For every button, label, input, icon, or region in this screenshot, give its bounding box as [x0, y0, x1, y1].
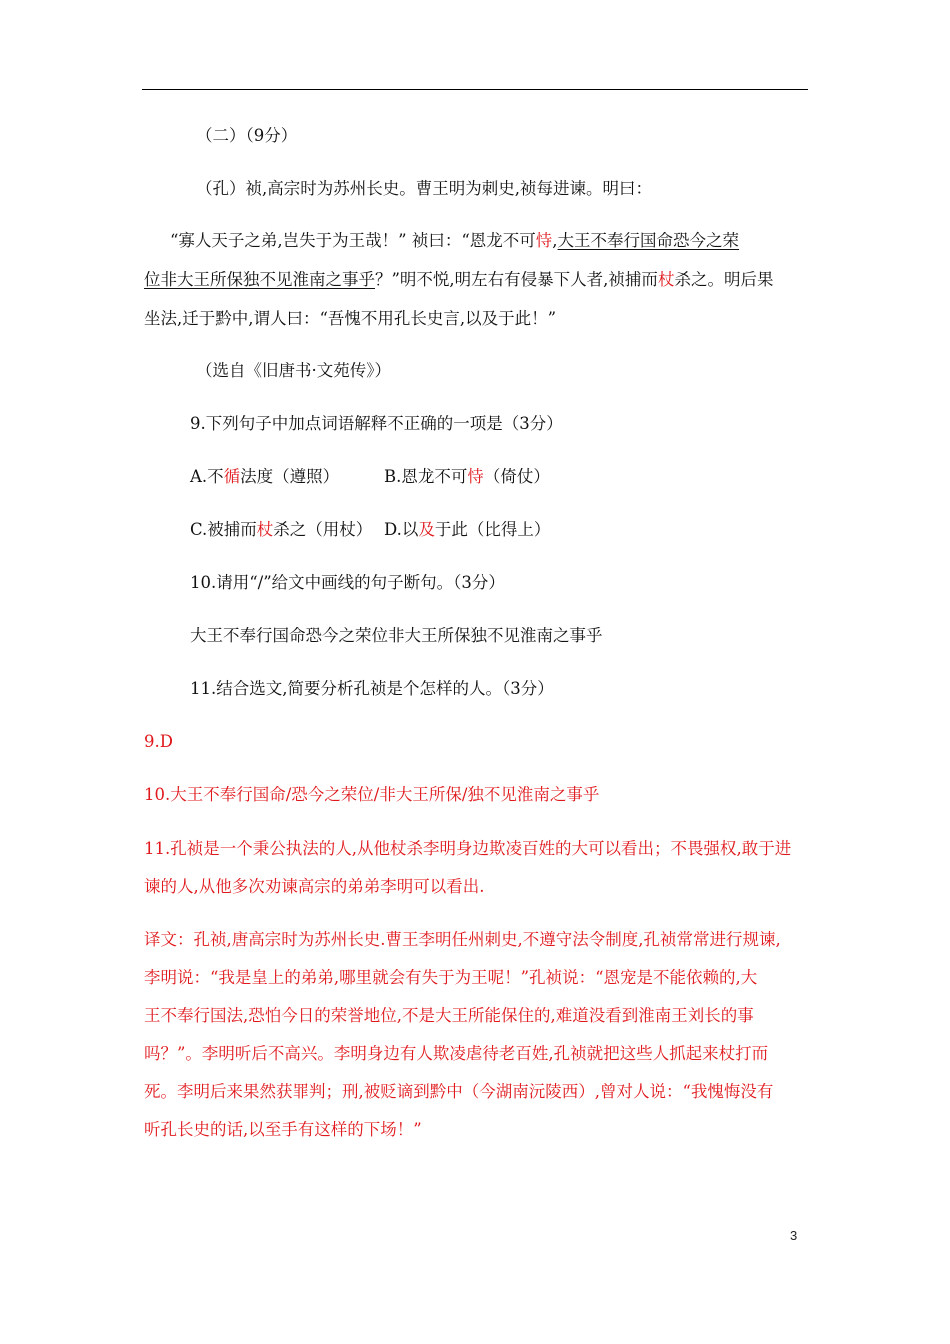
translation-line-4: 吗？”。李明听后不高兴。李明身边有人欺凌虐待老百姓,孔祯就把这些人抓起来杖打而 — [144, 1044, 769, 1063]
page-number: 3 — [790, 1228, 798, 1243]
passage-line-3 — [144, 269, 773, 291]
passage-line-4: 坐法,迁于黔中,谓人曰：“吾愧不用孔长史言,以及于此！” — [144, 309, 557, 328]
q9-stem: 9.下列句子中加点词语解释不正确的一项是（3分） — [190, 414, 563, 433]
q9-option-b-key: 恃 — [467, 467, 484, 486]
translation-line-1: 译文：孔祯,唐高宗时为苏州长史.曹王李明任州刺史,不遵守法令制度,孔祯常常进行规谏, — [144, 930, 781, 949]
passage-highlight-shi: 恃 — [535, 231, 553, 250]
answer-11-line-1: 11.孔祯是一个秉公执法的人,从他杖杀李明身边欺凌百姓的大可以看出；不畏强权,敢于进 — [144, 839, 792, 858]
q9-option-a-key: 循 — [223, 467, 241, 486]
translation-line-3: 王不奉行国法,恐怕今日的荣誉地位,不是大王所能保住的,难道没看到淮南王刘长的事 — [144, 1006, 754, 1025]
q9-option-a-post: 法度（遵照） — [240, 467, 340, 486]
q9-option-b-pre: B.恩龙不可 — [384, 467, 468, 486]
q9-option-b-post: （倚仗） — [483, 467, 550, 486]
answer-10: 10.大王不奉行国命/恐今之荣位/非大王所保/独不见淮南之事乎 — [144, 785, 600, 804]
q9-option-d-post: 于此（比得上） — [434, 520, 551, 539]
answer-9: 9.D — [144, 732, 173, 751]
translation-line-6: 听孔长史的话,以至手有这样的下场！” — [144, 1120, 422, 1139]
q9-option-a — [190, 466, 339, 488]
passage-line-2 — [170, 230, 739, 252]
q9-option-c-post: 杀之（用杖） — [273, 520, 373, 539]
passage-line-2-comma: , — [552, 231, 558, 250]
q9-option-a-pre: A.不 — [190, 467, 224, 486]
q9-option-c — [190, 519, 372, 541]
underlined-sentence-part-1: 大王不奉行国命恐今之荣 — [557, 231, 740, 250]
q9-option-d-key: 及 — [418, 520, 435, 539]
passage-line-3-tail: 杀之。明后果 — [674, 270, 774, 289]
q9-option-b — [384, 466, 550, 488]
q10-sentence: 大王不奉行国命恐今之荣位非大王所保独不见淮南之事乎 — [190, 626, 603, 645]
q10-stem: 10.请用“/”给文中画线的句子断句。（3分） — [190, 573, 505, 592]
q9-option-d-pre: D.以 — [384, 520, 419, 539]
q9-option-d — [384, 519, 550, 541]
answer-11-line-2: 谏的人,从他多次劝谏高宗的弟弟李明可以看出. — [144, 877, 485, 896]
translation-line-5: 死。李明后来果然获罪判；刑,被贬谪到黔中（今湖南沅陵西）,曾对人说：“我愧悔没有 — [144, 1082, 774, 1101]
passage-line-3-text: ？”明不悦,明左右有侵暴下人者,祯捕而 — [375, 270, 658, 289]
passage-line-1: （孔）祯,高宗时为苏州长史。曹王明为刺史,祯每进谏。明曰： — [196, 179, 652, 198]
q9-option-c-pre: C.被捕而 — [190, 520, 257, 539]
translation-line-2: 李明说：“我是皇上的弟弟,哪里就会有失于为王呢！”孔祯说：“恩宠是不能依赖的,大 — [144, 968, 758, 987]
passage-highlight-zhang: 杖 — [657, 270, 675, 289]
q9-option-c-key: 杖 — [256, 520, 274, 539]
q11-stem: 11.结合选文,简要分析孔祯是个怎样的人。（3分） — [190, 679, 554, 698]
passage-line-2-text: “寡人天子之弟,岂失于为王哉！” 祯曰：“恩龙不可 — [170, 231, 536, 250]
section-header: （二）（9分） — [196, 126, 298, 145]
header-rule — [142, 89, 808, 90]
underlined-sentence-part-2: 位非大王所保独不见淮南之事乎 — [144, 270, 375, 289]
passage-source: （选自《旧唐书·文苑传》） — [196, 361, 391, 380]
